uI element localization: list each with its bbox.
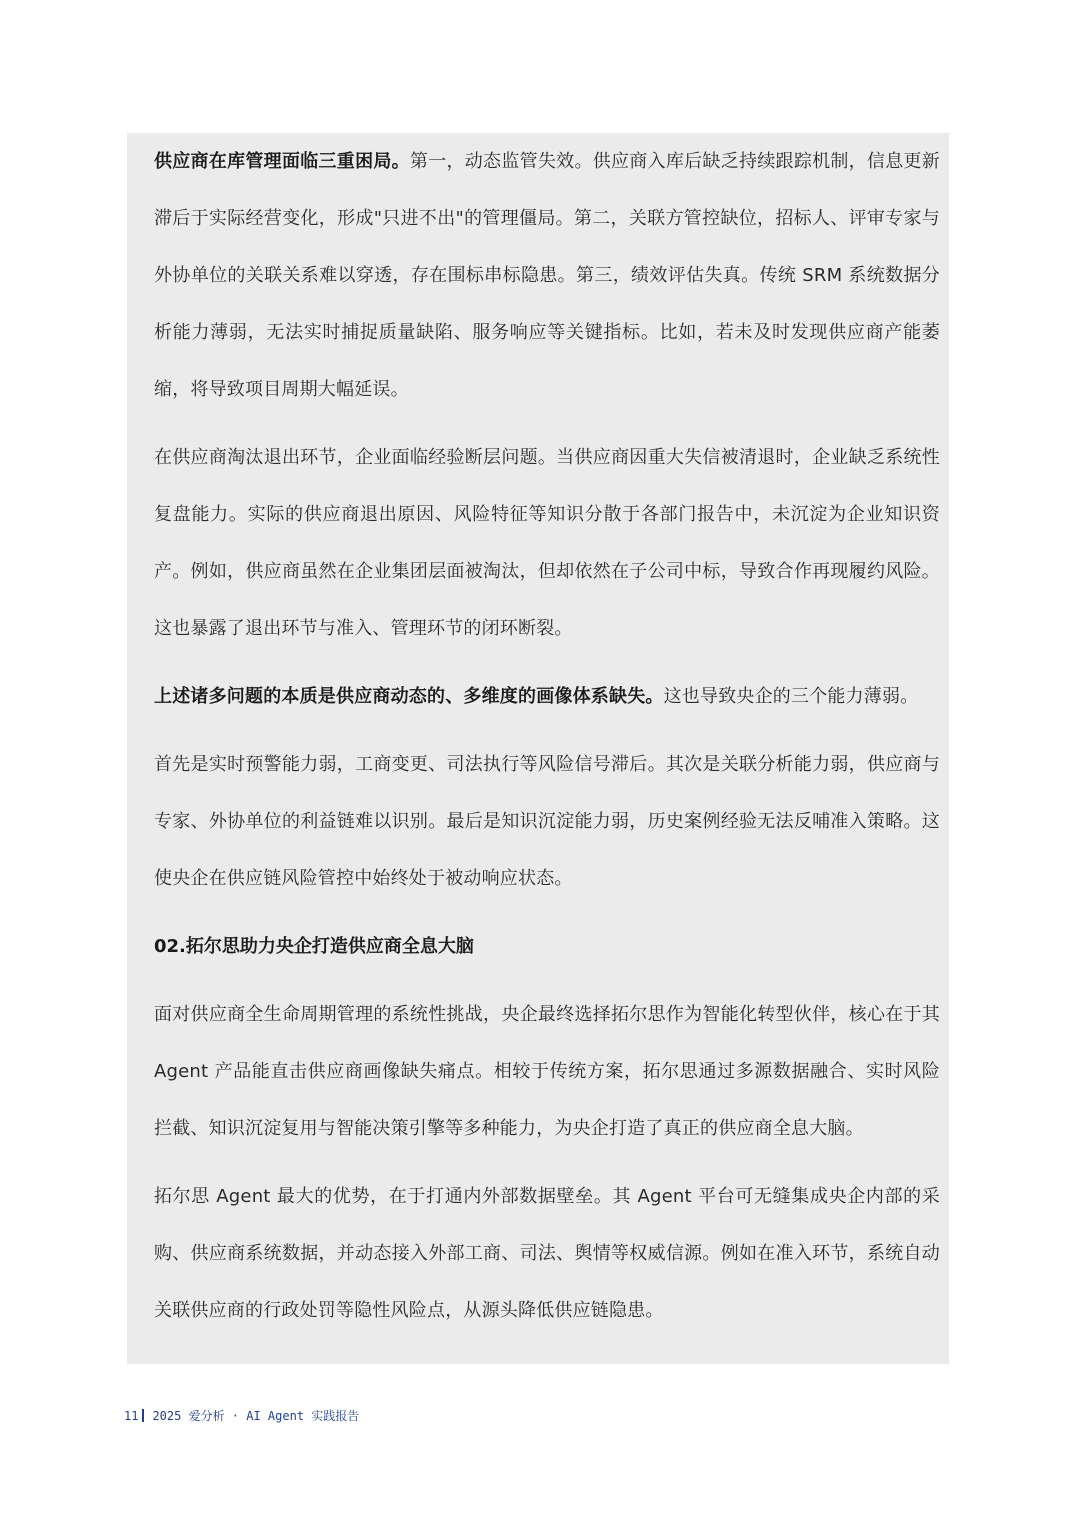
- paragraph-text: 第一，动态监管失效。供应商入库后缺乏持续跟踪机制，信息更新滞后于实际经营变化，形成"只进不出"的管理僵局。第二，关联方管控缺位，招标人、评审专家与外协单位的关联关系难以穿透，存在围标串标隐患。第三，绩效评估失真。传统 SRM 系统数据分析能力薄弱，无法实时捕捉质量缺陷、服务响应等关键指标。比如，若未及时发现供应商产能萎缩，将导致项目周期大幅延误。: [154, 151, 940, 400]
- bold-lead-text: 供应商在库管理面临三重困局。: [154, 151, 410, 172]
- page-number: 11: [124, 1409, 139, 1423]
- section-heading: 02.拓尔思助力央企打造供应商全息大脑: [154, 936, 474, 957]
- article-body: [154, 133, 940, 1339]
- report-title: 2025 爱分析 · AI Agent 实践报告: [152, 1409, 360, 1423]
- paragraph-supplier-exit: 在供应商淘汰退出环节，企业面临经验断层问题。当供应商因重大失信被清退时，企业缺乏系统性复盘能力。实际的供应商退出原因、风险特征等知识分散于各部门报告中，未沉淀为企业知识资产。例如，供应商虽然在企业集团层面被淘汰，但却依然在子公司中标，导致合作再现履约风险。这也暴露了退出环节与准入、管理环节的闭环断裂。: [154, 447, 940, 639]
- page-footer: [124, 1407, 359, 1424]
- paragraph-text: 这也导致央企的三个能力薄弱。: [663, 686, 919, 707]
- paragraph-trs-advantage: 拓尔思 Agent 最大的优势，在于打通内外部数据壁垒。其 Agent 平台可无缝集成央企内部的采购、供应商系统数据，并动态接入外部工商、司法、舆情等权威信源。例如在准入环节，系统自动关联供应商的行政处罚等隐性风险点，从源头降低供应链隐患。: [154, 1186, 940, 1321]
- paragraph-trs-choice: 面对供应商全生命周期管理的系统性挑战，央企最终选择拓尔思作为智能化转型伙伴，核心在于其 Agent 产品能直击供应商画像缺失痛点。相较于传统方案，拓尔思通过多源数据融合、实时风险拦截、知识沉淀复用与智能决策引擎等多种能力，为央企打造了真正的供应商全息大脑。: [154, 1004, 940, 1139]
- footer-divider: [142, 1409, 144, 1422]
- paragraph-essence: [154, 668, 940, 725]
- paragraph-weak-capabilities: 首先是实时预警能力弱，工商变更、司法执行等风险信号滞后。其次是关联分析能力弱，供应商与专家、外协单位的利益链难以识别。最后是知识沉淀能力弱，历史案例经验无法反哺准入策略。这使央企在供应链风险管控中始终处于被动响应状态。: [154, 754, 940, 889]
- bold-lead-text: 上述诸多问题的本质是供应商动态的、多维度的画像体系缺失。: [154, 686, 664, 707]
- paragraph-supplier-management: [154, 133, 940, 418]
